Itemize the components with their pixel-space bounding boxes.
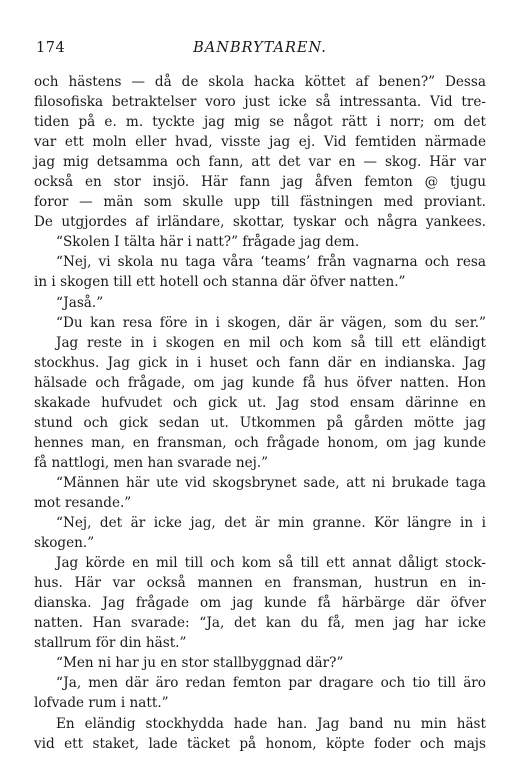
text-line: mot resande.” (34, 494, 132, 511)
text-line: få nattlogi, men han svarade nej.” (34, 454, 269, 471)
text-line: Jag körde en mil till och kom så till ett annat dåligt stock- (56, 555, 486, 572)
body-text (34, 72, 486, 754)
page-number: 174 (36, 40, 66, 56)
text-line: “Nej, det är icke jag, det är min granne. Kör längre in i (56, 515, 486, 532)
text-line: jag mig detsamma och fann, att det var en — skog. Här var (34, 154, 486, 171)
page-header (34, 34, 486, 60)
text-line: dianska. Jag frågade om jag kunde få härbärge där öfver (34, 595, 486, 612)
text-line: Jag reste in i skogen en mil och kom så till ett eländigt (56, 334, 486, 351)
text-line: var ett moln eller hvad, visste jag ej. Vid femtiden närmade (34, 134, 486, 151)
text-line: vid ett staket, lade täcket på honom, köpte foder och majs (34, 735, 486, 752)
text-line: En eländig stockhydda hade han. Jag band nu min häst (56, 715, 486, 732)
text-line: in i skogen till ett hotell och stanna där öfver natten.” (34, 274, 406, 291)
text-line: “Men ni har ju en stor stallbyggnad där?” (56, 655, 344, 672)
text-line: natten. Han svarade: “Ja, det kan du få, men jag har icke (34, 615, 486, 632)
text-line: “Jaså.” (56, 294, 104, 311)
text-line: hennes man, en fransman, och frågade honom, om jag kunde (34, 434, 486, 451)
text-line: också en stor insjö. Här fann jag åfven femton @ tjugu (34, 174, 486, 191)
text-line: och hästens — då de skola hacka köttet af benen?” Dessa (34, 74, 486, 90)
text-line: “Nej, vi skola nu taga våra ‘teams’ från vagnarna och resa (56, 254, 486, 271)
text-line: “Ja, men där äro redan femton par dragare och tio till äro (56, 675, 486, 692)
text-line: hälsade och frågade, om jag kunde få hus öfver natten. Hon (34, 374, 486, 391)
running-title: BANBRYTAREN. (193, 40, 327, 56)
text-line: “Du kan resa före in i skogen, där är vägen, som du ser.” (56, 314, 486, 331)
text-line: filosofiska betraktelser voro just icke så intressanta. Vid tre- (34, 94, 486, 111)
text-line: hus. Här var också mannen en fransman, hustrun en in- (34, 575, 486, 592)
text-line: stallrum för din häst.” (34, 635, 187, 652)
text-line: skakade hufvudet och gick ut. Jag stod ensam därinne en (34, 394, 486, 411)
text-line: “Männen här ute vid skogsbrynet sade, att ni brukade taga (56, 474, 486, 491)
text-line: foror — män som skulle upp till fästningen med proviant. (34, 194, 486, 211)
book-page (34, 34, 486, 754)
text-line: stockhus. Jag gick in i huset och fann där en indianska. Jag (34, 354, 486, 371)
text-line: tiden på e. m. tyckte jag mig se något rätt i norr; om det (34, 114, 486, 131)
text-line: stund och gick sedan ut. Utkommen på gården mötte jag (34, 414, 486, 431)
text-line: lofvade rum i natt.” (34, 695, 169, 712)
text-line: De utgjordes af irländare, skottar, tyskar och några yankees. (34, 214, 486, 231)
text-line: “Skolen I tälta här i natt?” frågade jag dem. (56, 234, 360, 251)
text-line: skogen.” (34, 535, 95, 552)
